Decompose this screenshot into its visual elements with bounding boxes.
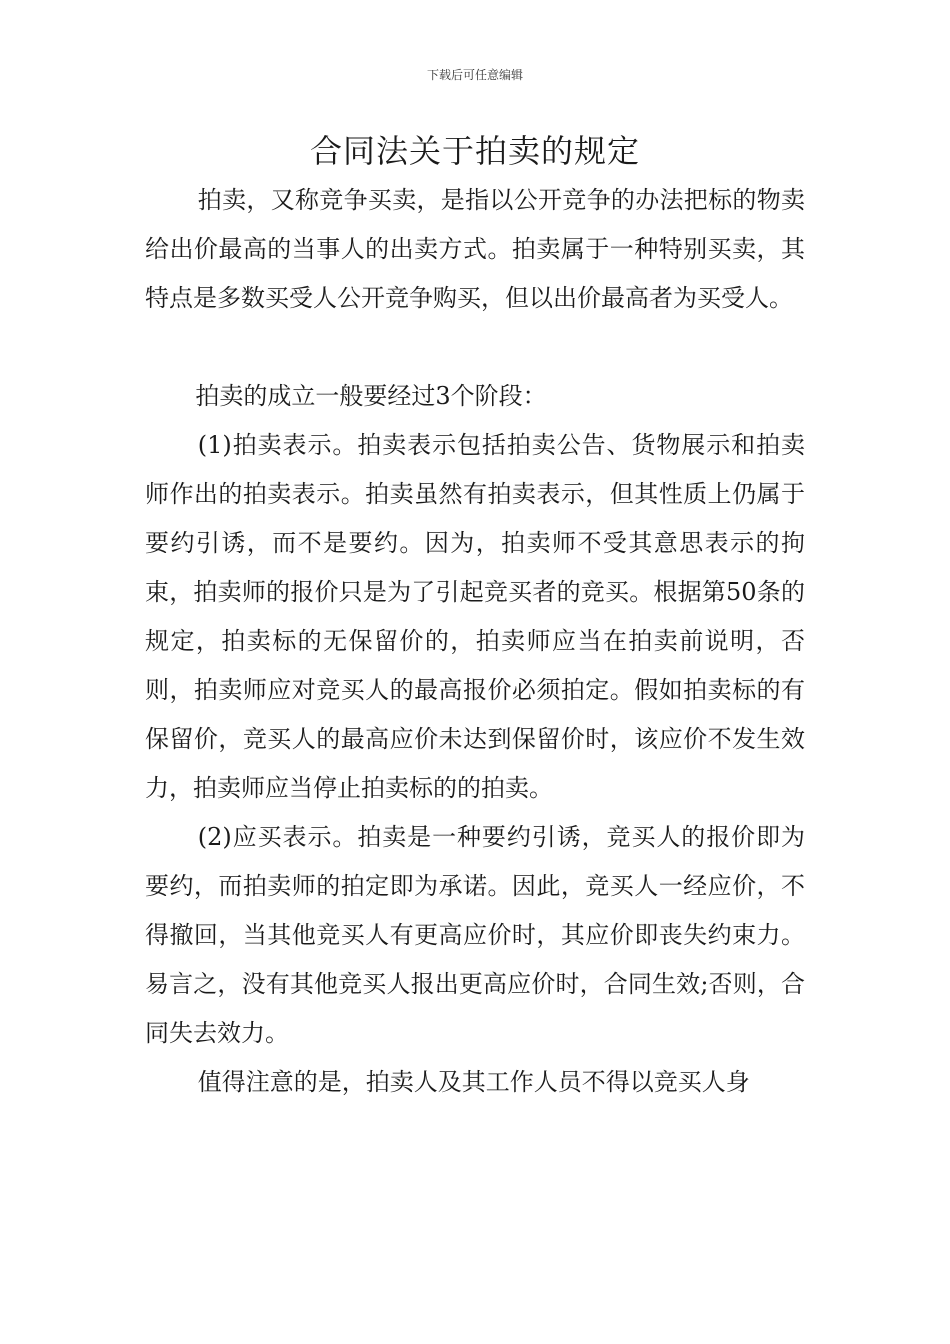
paragraph-definition: 拍卖，又称竞争买卖，是指以公开竞争的办法把标的物卖给出价最高的当事人的出卖方式。拍卖属于一种特别买卖，其特点是多数买受人公开竞争购买，但以出价最高者为买受人。	[145, 186, 805, 312]
document-body	[145, 176, 805, 1107]
document-title: 合同法关于拍卖的规定	[309, 132, 640, 170]
paragraph-stages-intro: 拍卖的成立一般要经过3个阶段：	[195, 382, 547, 410]
paragraph-stage-2: (2)应买表示。拍卖是一种要约引诱，竞买人的报价即为要约，而拍卖师的拍定即为承诺。因此，竞买人一经应价，不得撤回，当其他竞买人有更高应价时，其应价即丧失约束力。易言之，没有其他竞买人报出更高应价时，合同生效;否则，合同失去效力。	[145, 823, 805, 1047]
header-note: 下载后可任意编辑	[426, 68, 523, 82]
paragraph-note: 值得注意的是，拍卖人及其工作人员不得以竞买人身	[197, 1068, 750, 1096]
paragraph-stage-1: (1)拍卖表示。拍卖表示包括拍卖公告、货物展示和拍卖师作出的拍卖表示。拍卖虽然有拍卖表示，但其性质上仍属于要约引诱，而不是要约。因为，拍卖师不受其意思表示的拘束，拍卖师的报价只是为了引起竞买者的竞买。根据第50条的规定，拍卖标的无保留价的，拍卖师应当在拍卖前说明，否则，拍卖师应对竞买人的最高报价必须拍定。假如拍卖标的有保留价，竞买人的最高应价未达到保留价时，该应价不发生效力，拍卖师应当停止拍卖标的的拍卖。	[145, 431, 805, 802]
